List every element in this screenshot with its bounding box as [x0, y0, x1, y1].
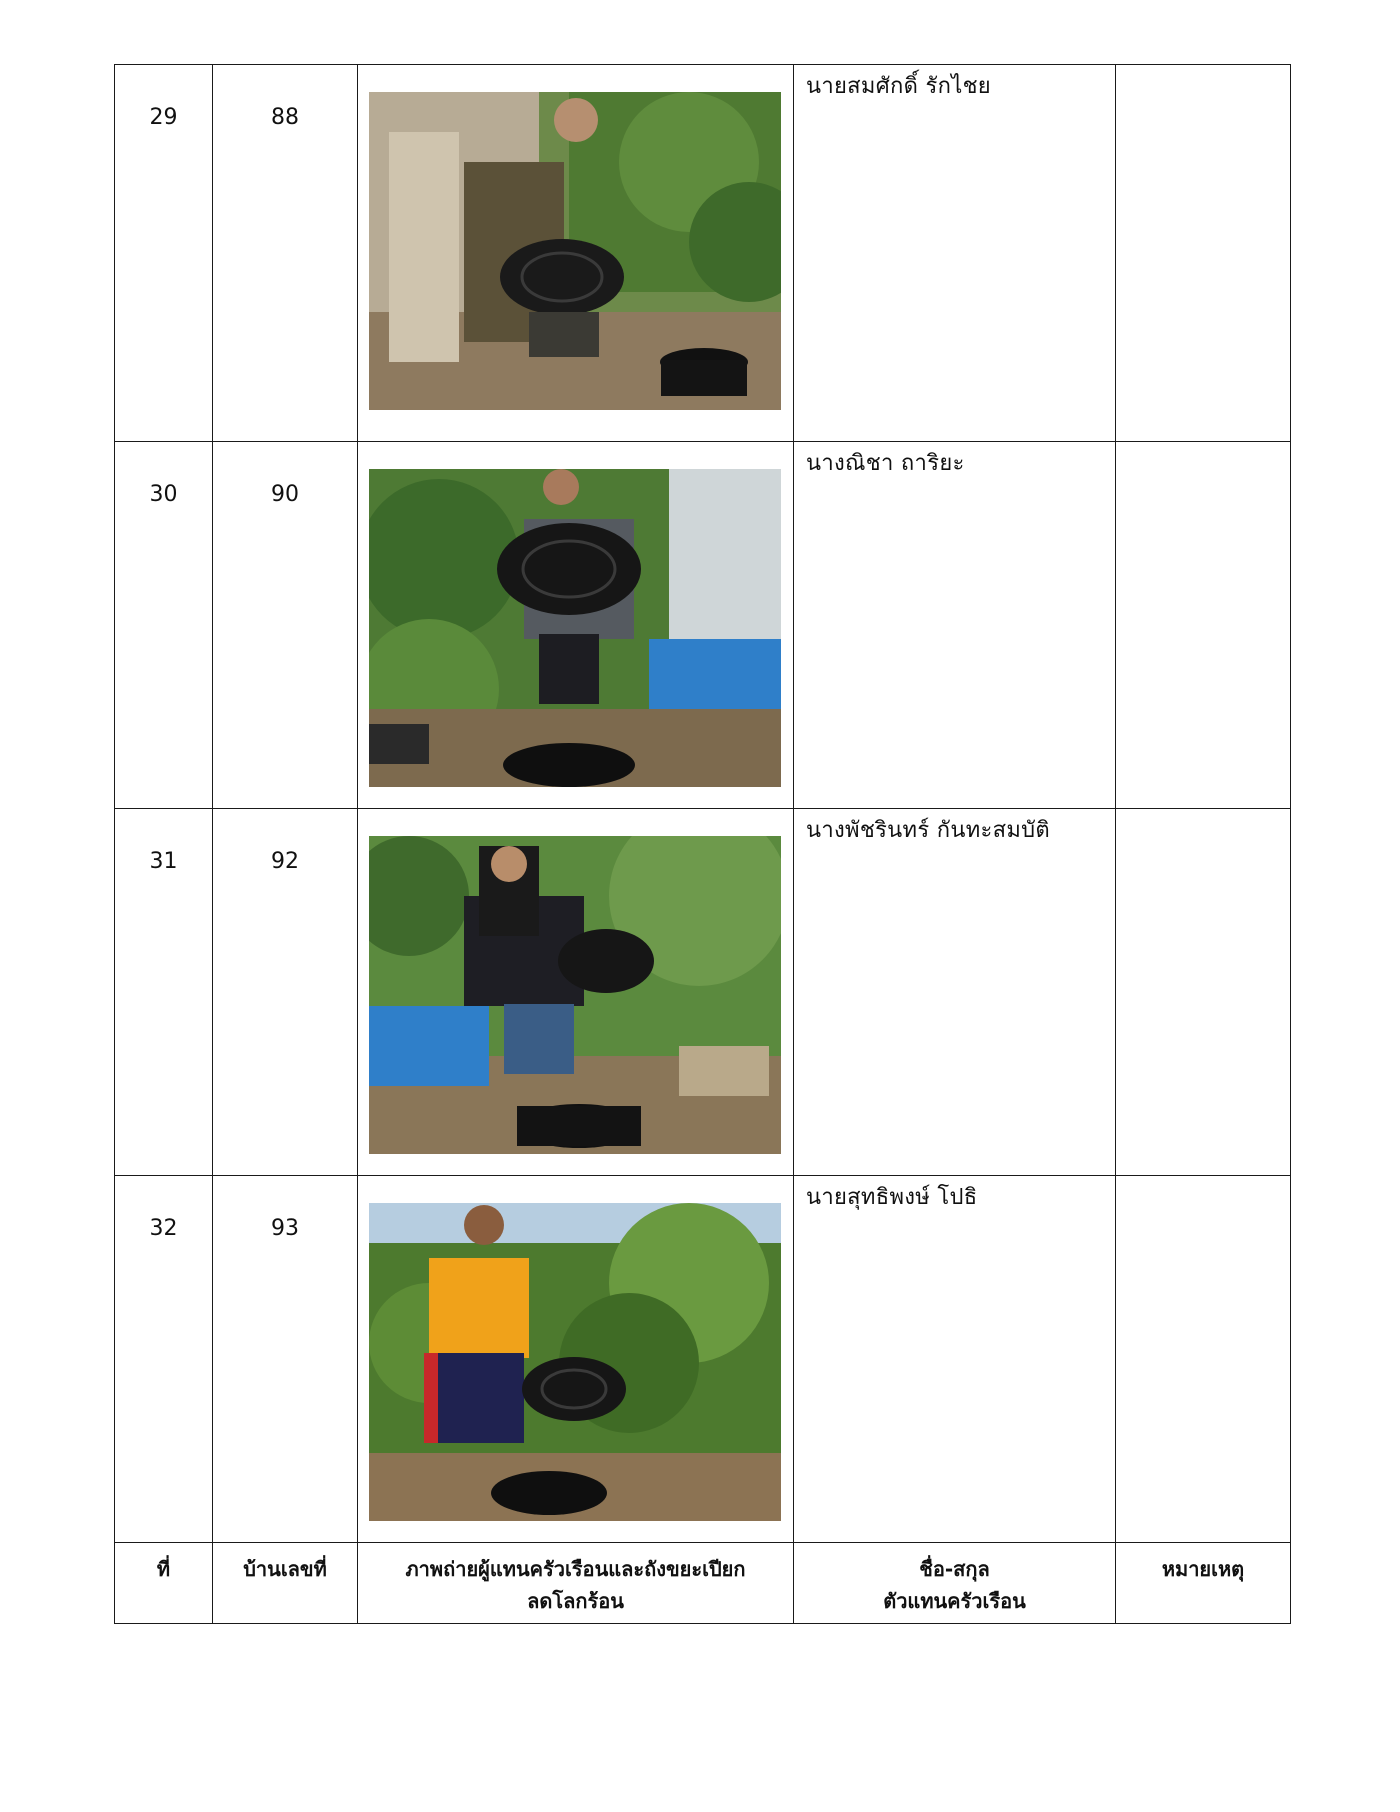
header-name-line1: ชื่อ-สกุล	[919, 1557, 990, 1581]
row-number: 29	[115, 65, 213, 442]
table-row	[115, 65, 1291, 442]
photo-cell	[358, 1176, 794, 1543]
photo-cell	[358, 442, 794, 809]
household-representative-name: นางณิชา ถาริยะ	[794, 442, 1116, 809]
header-name	[794, 1543, 1116, 1624]
note-cell	[1116, 809, 1291, 1176]
household-photo	[369, 836, 781, 1154]
header-name-line2: ตัวแทนครัวเรือน	[883, 1589, 1026, 1613]
header-photo	[358, 1543, 794, 1624]
house-number: 88	[213, 65, 358, 442]
row-number: 32	[115, 1176, 213, 1543]
house-number: 92	[213, 809, 358, 1176]
row-number: 30	[115, 442, 213, 809]
household-representative-name: นางพัชรินทร์ กันทะสมบัติ	[794, 809, 1116, 1176]
note-cell	[1116, 1176, 1291, 1543]
note-cell	[1116, 65, 1291, 442]
row-number: 31	[115, 809, 213, 1176]
header-photo-line2: ลดโลกร้อน	[527, 1589, 624, 1613]
table-row	[115, 442, 1291, 809]
household-photo	[369, 469, 781, 787]
household-photo	[369, 1203, 781, 1521]
table-row	[115, 809, 1291, 1176]
photo-cell	[358, 809, 794, 1176]
household-table-page	[114, 64, 1290, 1624]
household-representative-name: นายสุทธิพงษ์ โปธิ	[794, 1176, 1116, 1543]
photo-cell	[358, 65, 794, 442]
household-table	[114, 64, 1291, 1624]
table-row	[115, 1176, 1291, 1543]
header-house-no: บ้านเลขที่	[213, 1543, 358, 1624]
household-photo	[369, 92, 781, 410]
header-no: ที่	[115, 1543, 213, 1624]
column-header-row	[115, 1543, 1291, 1624]
household-representative-name: นายสมศักดิ์ รักไชย	[794, 65, 1116, 442]
house-number: 93	[213, 1176, 358, 1543]
house-number: 90	[213, 442, 358, 809]
header-note: หมายเหตุ	[1116, 1543, 1291, 1624]
header-photo-line1: ภาพถ่ายผู้แทนครัวเรือนและถังขยะเปียก	[405, 1557, 746, 1581]
note-cell	[1116, 442, 1291, 809]
